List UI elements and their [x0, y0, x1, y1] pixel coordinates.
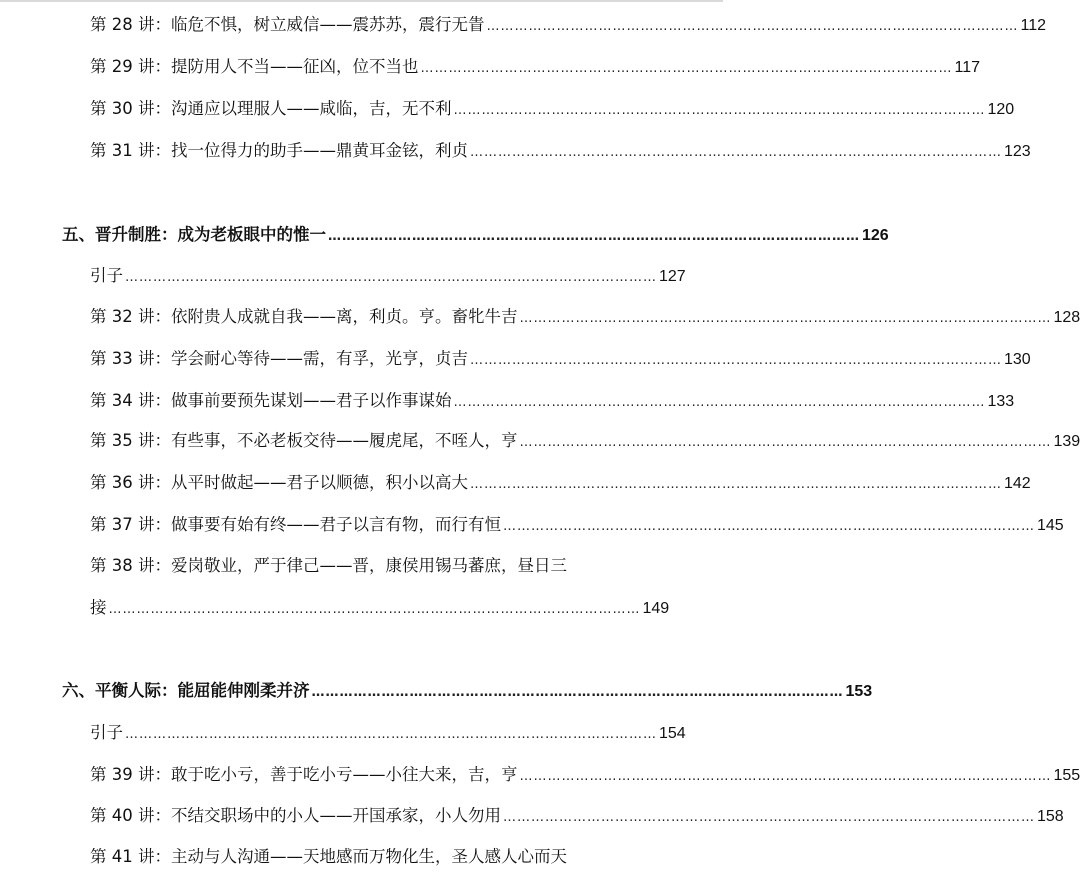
toc-entry-36[interactable]: [90, 468, 1031, 498]
toc-entry-label: 第 31 讲：找一位得力的助手——鼎黄耳金铉，利贞: [90, 141, 468, 160]
page-top-border: [0, 0, 723, 2]
toc-page-number: 153: [845, 683, 873, 700]
dot-leader: ……………………………………………………………………………………………………: [453, 103, 986, 118]
toc-page-number: 126: [862, 227, 889, 244]
dot-leader: ……………………………………………………………………………………………………: [503, 519, 1035, 534]
dot-leader: ……………………………………………………………………………………………………: [486, 19, 1019, 34]
toc-entry-label: 第 41 讲：主动与人沟通——天地感而万物化生，圣人感人心而天: [90, 847, 567, 866]
toc-entry-label: 第 40 讲：不结交职场中的小人——开国承家，小人勿用: [90, 806, 501, 825]
toc-entry-33[interactable]: [90, 344, 1031, 374]
toc-page-number: 130: [1004, 351, 1031, 368]
toc-entry-38[interactable]: [90, 593, 670, 623]
toc-entry-intro-6[interactable]: [90, 718, 686, 748]
toc-entry-35[interactable]: [90, 426, 1080, 456]
toc-entry-39[interactable]: [90, 760, 1080, 790]
dot-leader: ……………………………………………………………………………………………………: [519, 435, 1052, 450]
dot-leader: ……………………………………………………………………………………………………: [519, 311, 1052, 326]
toc-entry-29[interactable]: [90, 52, 981, 82]
toc-section-label: 五、晋升制胜：成为老板眼中的惟一: [62, 225, 326, 244]
toc-entry-label: 第 37 讲：做事要有始有终——君子以言有物，而行有恒: [90, 515, 501, 534]
dot-leader: ……………………………………………………………………………………………………: [420, 61, 953, 76]
dot-leader: ……………………………………………………………………………………………………: [125, 727, 657, 742]
toc-entry-41-line1[interactable]: [90, 842, 616, 872]
toc-page-number: 128: [1053, 309, 1080, 326]
dot-leader: ……………………………………………………………………………………………………: [108, 602, 641, 617]
toc-entry-label: 第 33 讲：学会耐心等待——需，有孚，光亨，贞吉: [90, 349, 468, 368]
toc-entry-34[interactable]: [90, 386, 1015, 416]
toc-page-number: 142: [1004, 475, 1031, 492]
dot-leader: ……………………………………………………………………………………………………: [470, 145, 1002, 160]
toc-entry-30[interactable]: [90, 94, 1015, 124]
toc-entry-label: 第 36 讲：从平时做起——君子以顺德，积小以高大: [90, 473, 468, 492]
toc-page-number: 112: [1020, 17, 1047, 34]
dot-leader: ……………………………………………………………………………………………………: [328, 229, 860, 244]
toc-entry-label: 第 38 讲：爱岗敬业，严于律己——晋，康侯用锡马蕃庶，昼日三: [90, 556, 567, 575]
toc-section-5[interactable]: [62, 220, 889, 250]
toc-entry-label: 第 29 讲：提防用人不当——征凶，位不当也: [90, 57, 419, 76]
toc-page-number: 149: [642, 600, 670, 617]
toc-page-number: 127: [659, 268, 686, 285]
toc-entry-40[interactable]: [90, 801, 1064, 831]
toc-entry-38-line1[interactable]: [90, 551, 616, 581]
dot-leader: ……………………………………………………………………………………………………: [503, 810, 1035, 825]
toc-entry-label: 第 32 讲：依附贵人成就自我——离，利贞。亨。畜牝牛吉: [90, 307, 518, 326]
toc-page-number: 123: [1004, 143, 1031, 160]
dot-leader: ……………………………………………………………………………………………………: [470, 353, 1002, 368]
toc-entry-37[interactable]: [90, 510, 1064, 540]
toc-entry-31[interactable]: [90, 136, 1031, 166]
dot-leader: ……………………………………………………………………………………………………: [519, 769, 1052, 784]
toc-page-number: 154: [659, 725, 686, 742]
toc-page-number: 155: [1053, 767, 1080, 784]
dot-leader: ……………………………………………………………………………………………………: [453, 395, 986, 410]
toc-entry-label: 引子: [90, 723, 123, 742]
toc-page-number: 117: [954, 59, 981, 76]
toc-entry-label: 第 35 讲：有些事，不必老板交待——履虎尾，不咥人，亨: [90, 431, 518, 450]
toc-entry-label: 第 30 讲：沟通应以理服人——咸临，吉，无不利: [90, 99, 452, 118]
toc-entry-28[interactable]: [90, 10, 1047, 40]
toc-page-number: 158: [1037, 808, 1064, 825]
toc-section-label: 六、平衡人际：能屈能伸刚柔并济: [62, 681, 310, 700]
dot-leader: ……………………………………………………………………………………………………: [311, 685, 844, 700]
dot-leader: ……………………………………………………………………………………………………: [470, 477, 1002, 492]
toc-entry-label: 引子: [90, 266, 123, 285]
toc-entry-intro-5[interactable]: [90, 261, 686, 291]
dot-leader: ……………………………………………………………………………………………………: [125, 270, 657, 285]
toc-page-number: 133: [987, 393, 1015, 410]
toc-page-number: 145: [1037, 517, 1064, 534]
toc-page-number: 120: [987, 101, 1015, 118]
toc-entry-label: 第 39 讲：敢于吃小亏，善于吃小亏——小往大来，吉，亨: [90, 765, 518, 784]
toc-page-number: 139: [1053, 433, 1080, 450]
toc-entry-label: 第 28 讲：临危不惧，树立威信——震苏苏，震行无眚: [90, 15, 485, 34]
toc-entry-label: 接: [90, 598, 107, 617]
toc-entry-label: 第 34 讲：做事前要预先谋划——君子以作事谋始: [90, 391, 452, 410]
toc-section-6[interactable]: [62, 676, 873, 706]
toc-entry-32[interactable]: [90, 302, 1080, 332]
